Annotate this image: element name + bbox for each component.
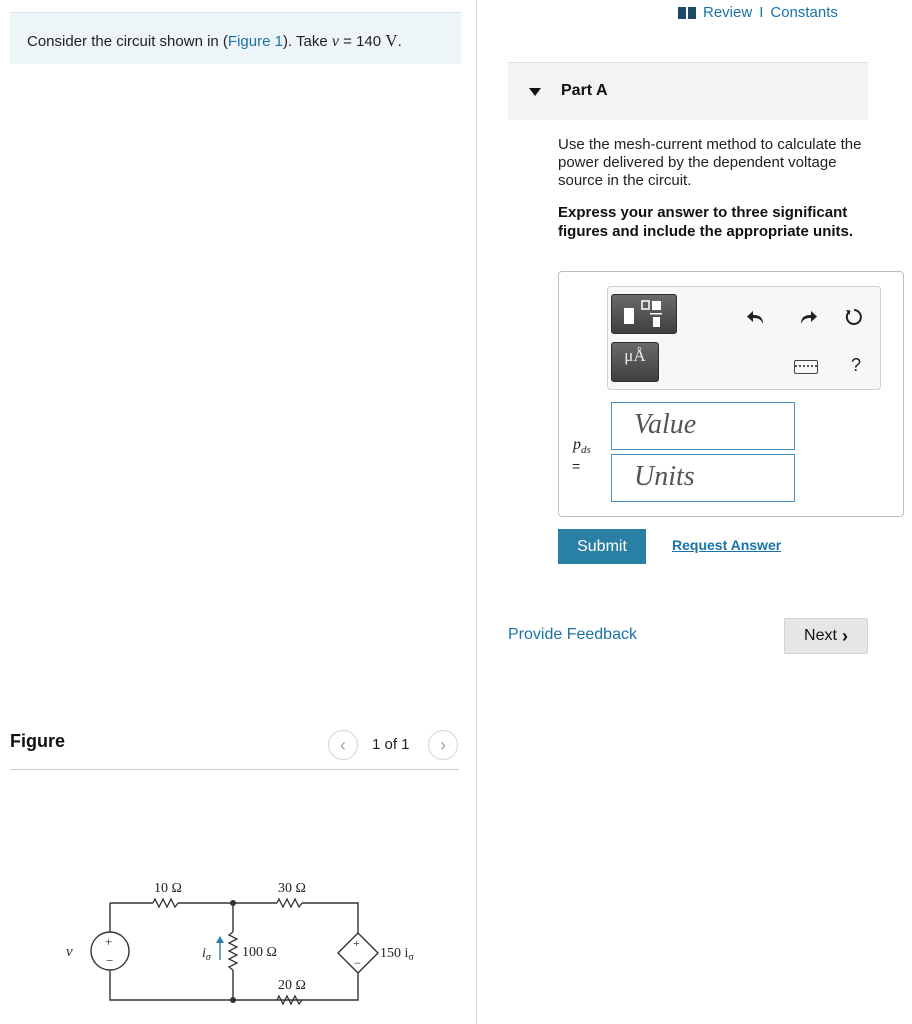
- dep-source-minus: −: [354, 956, 361, 970]
- dep-source-label: 150 $i_\sigma$: [380, 946, 414, 963]
- problem-middle: ). Take: [282, 33, 332, 50]
- junction-top: [230, 900, 236, 906]
- r1-label: 10 Ω: [154, 881, 182, 896]
- resistor-30-ohm: [277, 899, 302, 907]
- constants-link[interactable]: Constants: [770, 4, 838, 21]
- current-label: $i_\sigma$: [202, 946, 211, 963]
- previous-figure-button[interactable]: ‹: [328, 730, 358, 760]
- chevron-right-icon: ›: [841, 625, 848, 646]
- templates-button[interactable]: [611, 294, 677, 334]
- units-button[interactable]: μÅ: [611, 342, 659, 382]
- dep-source-plus: +: [353, 936, 360, 950]
- figure-header: [10, 730, 459, 770]
- caret-down-icon[interactable]: [529, 88, 541, 96]
- r2-label: 30 Ω: [278, 881, 306, 896]
- part-title: Part A: [561, 82, 608, 99]
- part-a-header[interactable]: [508, 62, 868, 120]
- next-button[interactable]: [784, 618, 868, 654]
- r4-label: 20 Ω: [278, 978, 306, 993]
- request-answer-link[interactable]: Request Answer: [672, 537, 782, 553]
- reset-icon[interactable]: [842, 305, 866, 329]
- review-constants-links: [678, 4, 838, 21]
- column-divider: [476, 0, 477, 1024]
- figure-pager-count: 1 of 1: [372, 736, 410, 753]
- value-input[interactable]: Value: [611, 402, 795, 450]
- source-label: v: [66, 944, 73, 960]
- book-icon: [678, 7, 696, 19]
- answer-variable-label: [573, 436, 591, 456]
- links-separator: I: [759, 4, 764, 21]
- next-figure-button[interactable]: ›: [428, 730, 458, 760]
- circuit-wires: [110, 903, 358, 1000]
- review-link[interactable]: Review: [703, 4, 753, 21]
- redo-icon[interactable]: [796, 305, 820, 329]
- figure-title: Figure: [10, 731, 66, 751]
- voltage-variable: v: [331, 33, 339, 50]
- resistor-100-ohm: [229, 932, 237, 970]
- problem-suffix: .: [397, 33, 402, 50]
- r3-label: 100 Ω: [242, 945, 277, 960]
- problem-statement-box: [10, 12, 461, 64]
- resistor-10-ohm: [153, 899, 178, 907]
- math-toolbar: [607, 286, 881, 390]
- source-minus: −: [106, 953, 114, 968]
- answer-variable-subscript: ds: [581, 444, 591, 457]
- undo-icon[interactable]: [744, 305, 768, 329]
- templates-icon: [612, 295, 678, 335]
- units-input[interactable]: Units: [611, 454, 795, 502]
- source-plus: +: [105, 934, 113, 949]
- answer-variable: p: [573, 436, 581, 453]
- submit-button[interactable]: Submit: [558, 529, 646, 564]
- current-arrow-head: [216, 936, 224, 943]
- voltage-equals: = 140: [338, 33, 386, 50]
- problem-prefix: Consider the circuit shown in (: [27, 33, 228, 50]
- circuit-diagram: [60, 870, 414, 1010]
- answer-box: [558, 271, 904, 517]
- figure-link[interactable]: Figure 1: [227, 33, 283, 50]
- help-icon[interactable]: ?: [850, 354, 861, 375]
- question-text: Use the mesh-current method to calculate the power delivered by the dependent voltage source in the circuit.: [558, 136, 862, 189]
- problem-text: [27, 31, 402, 51]
- next-label: Next: [804, 627, 837, 644]
- voltage-unit: V: [385, 31, 398, 50]
- answer-equals: =: [572, 458, 581, 474]
- keyboard-icon[interactable]: [794, 360, 818, 374]
- instruction-text: Express your answer to three significant figures and include the appropriate units.: [558, 204, 854, 240]
- junction-bottom: [230, 997, 236, 1003]
- provide-feedback-link[interactable]: Provide Feedback: [508, 626, 637, 643]
